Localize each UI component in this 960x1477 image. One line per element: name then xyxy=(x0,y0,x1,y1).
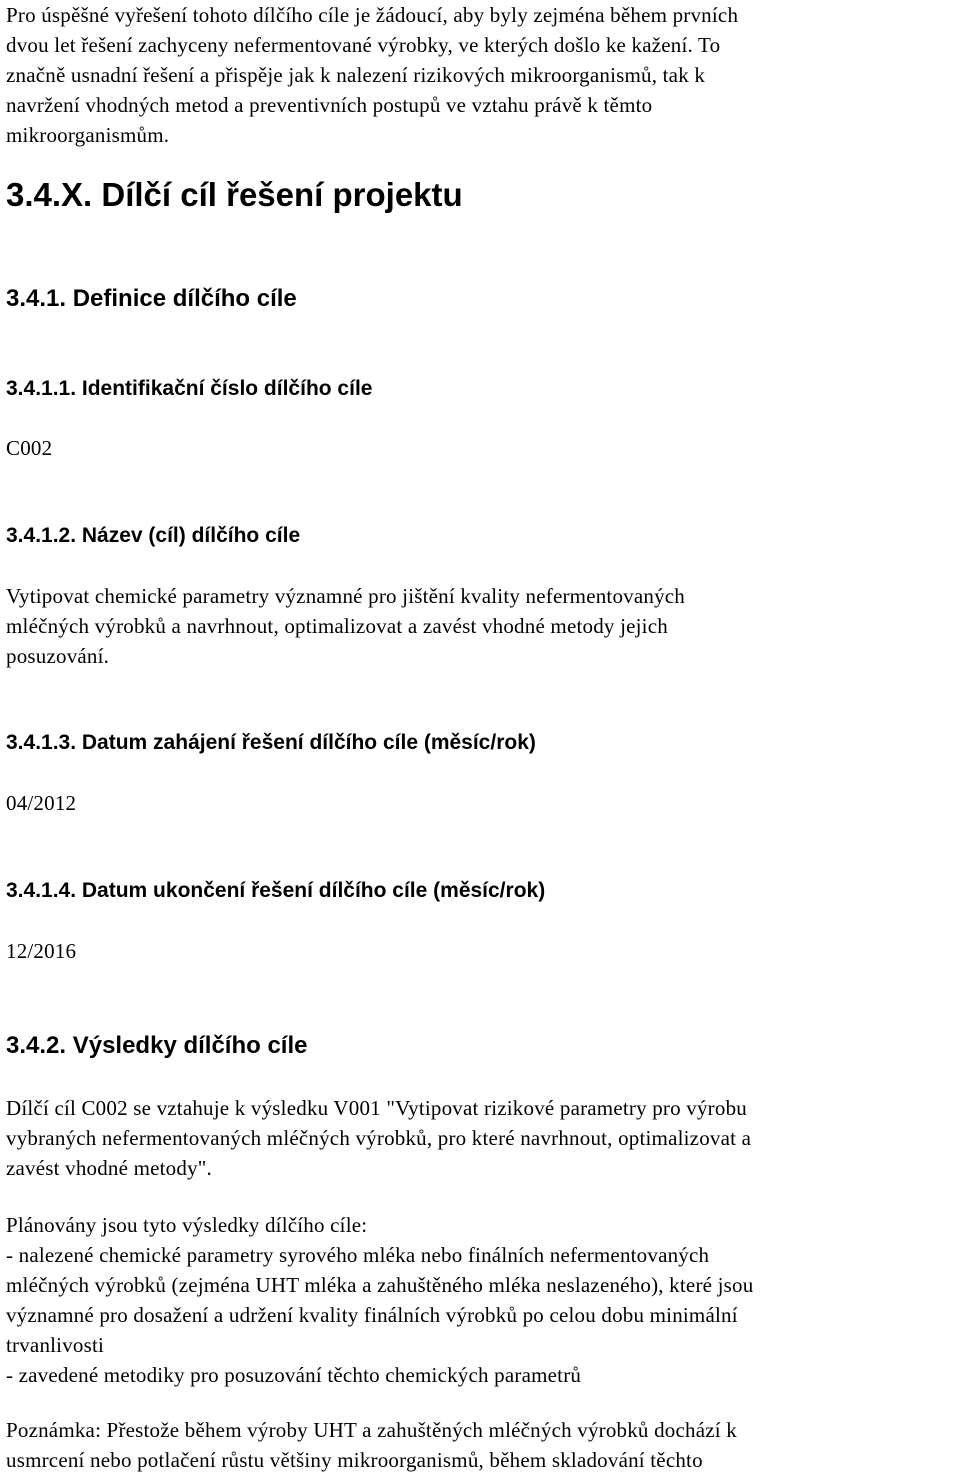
name-heading: 3.4.1.2. Název (cíl) dílčího cíle xyxy=(6,524,301,547)
note-line: usmrcení nebo potlačení růstu většiny mikroorganismů, během skladování těchto xyxy=(6,1448,703,1472)
planned-line: významné pro dosažení a udržení kvality finálních výrobků po celou dobu minimální xyxy=(6,1303,738,1327)
planned-line: trvanlivosti xyxy=(6,1333,105,1357)
name-line: mléčných výrobků a navrhnout, optimalizovat a zavést vhodné metody jejich xyxy=(6,614,668,638)
planned-results-paragraph xyxy=(6,1210,753,1390)
end-date-heading: 3.4.1.4. Datum ukončení řešení dílčího cíle (měsíc/rok) xyxy=(6,879,546,902)
planned-line: - nalezené chemické parametry syrového mléka nebo finálních nefermentovaných xyxy=(6,1243,710,1267)
results-line: zavést vhodné metody". xyxy=(6,1156,213,1180)
intro-line: navržení vhodných metod a preventivních postupů ve vztahu právě k těmto xyxy=(6,93,653,117)
start-date-heading: 3.4.1.3. Datum zahájení řešení dílčího cíle (měsíc/rok) xyxy=(6,731,536,754)
name-paragraph xyxy=(6,581,685,671)
results-line: Dílčí cíl C002 se vztahuje k výsledku V001 "Vytipovat rizikové parametry pro výrobu xyxy=(6,1096,747,1120)
note-line: Poznámka: Přestože během výroby UHT a zahuštěných mléčných výrobků dochází k xyxy=(6,1418,737,1442)
results-line: vybraných nefermentovaných mléčných výrobků, pro které navrhnout, optimalizovat a xyxy=(6,1126,752,1150)
section-heading: 3.4.X. Dílčí cíl řešení projektu xyxy=(6,176,463,213)
intro-line: mikroorganismům. xyxy=(6,123,170,147)
id-value: C002 xyxy=(6,436,53,460)
note-paragraph xyxy=(6,1415,737,1475)
id-heading: 3.4.1.1. Identifikační číslo dílčího cíle xyxy=(6,377,373,400)
results-paragraph xyxy=(6,1093,751,1183)
planned-line: - zavedené metodiky pro posuzování těchto chemických parametrů xyxy=(6,1363,582,1387)
definition-heading: 3.4.1. Definice dílčího cíle xyxy=(6,285,297,312)
name-line: Vytipovat chemické parametry významné pro jištění kvality nefermentovaných xyxy=(6,584,685,608)
end-date-value: 12/2016 xyxy=(6,939,77,963)
start-date-value: 04/2012 xyxy=(6,791,77,815)
planned-line: mléčných výrobků (zejména UHT mléka a zahuštěného mléka neslazeného), které jsou xyxy=(6,1273,754,1297)
intro-line: značně usnadní řešení a přispěje jak k nalezení rizikových mikroorganismů, tak k xyxy=(6,63,706,87)
planned-line: Plánovány jsou tyto výsledky dílčího cíle: xyxy=(6,1213,368,1237)
intro-line: dvou let řešení zachyceny nefermentované výrobky, ve kterých došlo ke kažení. To xyxy=(6,33,721,57)
intro-paragraph xyxy=(6,0,738,150)
intro-line: Pro úspěšné vyřešení tohoto dílčího cíle je žádoucí, aby byly zejména během prvních xyxy=(6,3,739,27)
name-line: posuzování. xyxy=(6,644,110,668)
results-heading: 3.4.2. Výsledky dílčího cíle xyxy=(6,1032,308,1059)
